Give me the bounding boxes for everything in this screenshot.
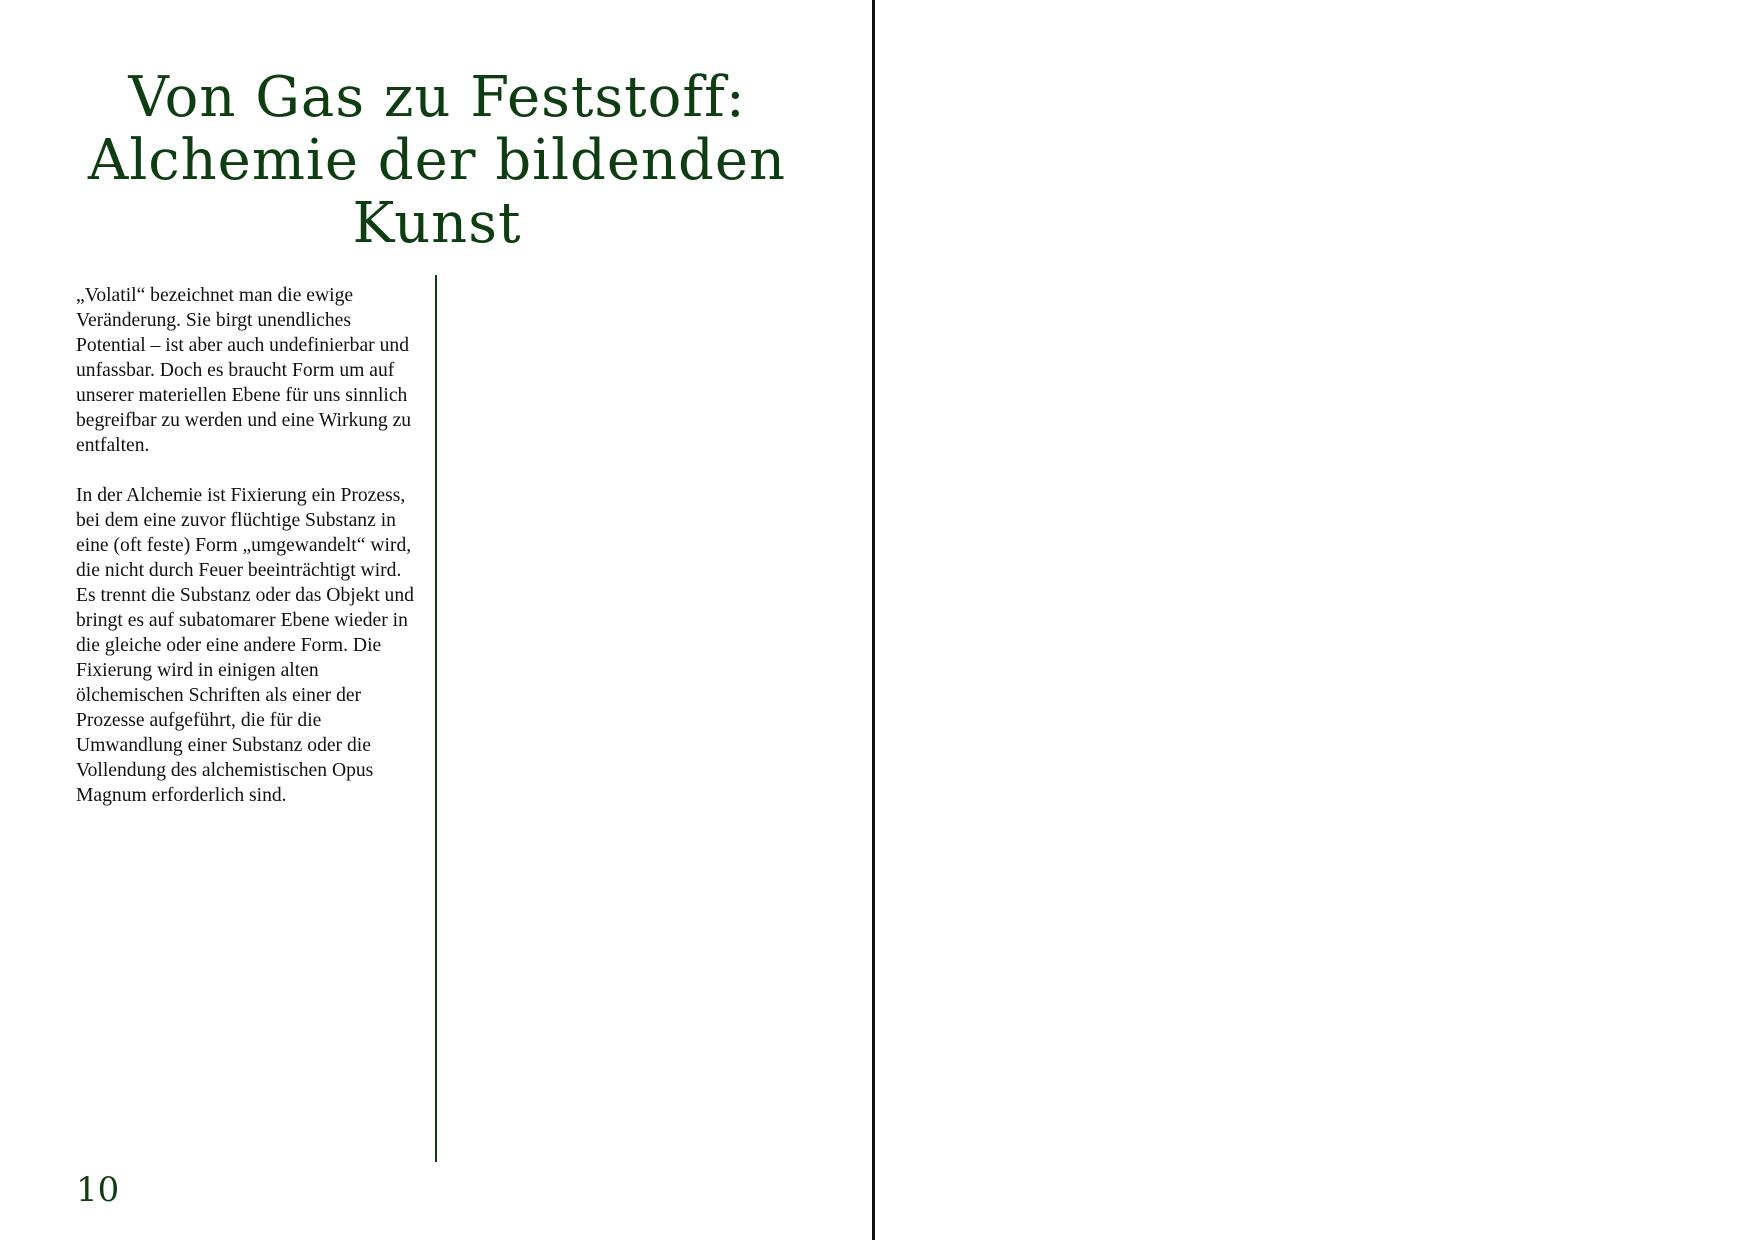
- page-title: Von Gas zu Feststoff: Alchemie der bildenden Kunst: [87, 65, 787, 256]
- vertical-column-rule: [435, 275, 437, 1162]
- right-page-blank: [876, 0, 1748, 1240]
- body-text-column: [76, 283, 416, 808]
- body-paragraph-2: In der Alchemie ist Fixierung ein Prozess, bei dem eine zuvor flüchtige Substanz in eine (oft feste) Form „umgewandelt“ wird, die nicht durch Feuer beeinträchtigt wird. Es trennt die Substanz oder das Objekt und bringt es auf subatomarer Ebene wieder in die gleiche oder eine andere Form. Die Fixierung wird in einigen alten ölchemischen Schriften als einer der Prozesse aufgeführt, die für die Umwandlung einer Substanz oder die Vollendung des alchemistischen Opus Magnum erforderlich sind.: [76, 485, 414, 806]
- spine-divider: [872, 0, 875, 1240]
- body-paragraph-1: „Volatil“ bezeichnet man die ewige Veränderung. Sie birgt unendliches Potential – ist aber auch undefinierbar und unfassbar. Doch es braucht Form um auf unserer materiellen Ebene für uns sinnlich begreifbar zu werden und eine Wirkung zu entfalten.: [76, 285, 412, 456]
- page-number: 10: [76, 1170, 120, 1210]
